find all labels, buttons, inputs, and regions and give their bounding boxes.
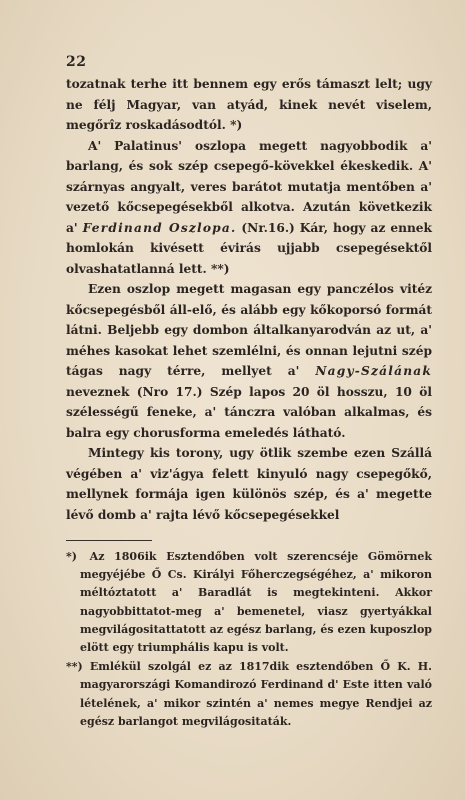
- paragraph-2-text-b: (Nr.16.) Kár, hogy az ennek homlokán kivésett évirás ujjabb csepegésektől olvashatatlanná lett. **): [66, 220, 432, 276]
- footnote-2-text: Emlékül szolgál ez az 1817dik esztendőben Ő K. H. magyarországi Komandirozó Ferdinand d' Este itten való lételének, a' mikor szintén a' nemes megye Rendjei az egész barlangot megvilágositaták.: [80, 660, 432, 728]
- paragraph-3-text-b: neveznek (Nro 17.) Szép lapos 20 öl hosszu, 10 öl szélességű feneke, a' tánczra valóban alkalmas, és balra egy chorusforma emeledés látható.: [66, 384, 432, 440]
- paragraph-1: tozatnak terhe itt bennem egy erős támaszt lelt; ugy ne félj Magyar, van atyád, kinek nevét viselem, megőrîz roskadásodtól. *): [66, 77, 432, 132]
- footnote-1-text: Az 1806ik Esztendőben volt szerencséje Gömörnek megyéjébe Ő Cs. Királyi Főherczegségéhez, a' mikoron méltóztatott a' Baradlát is megtekinteni. Akkor nagyobbittatot-meg a' bemenetel, viasz gyertyákkal megvilágositattatott az egész barlang, és ezen kuposzlop elött egy triumphális kapu is volt.: [80, 550, 432, 655]
- footnote-2: [66, 658, 432, 731]
- body-text: [66, 74, 432, 525]
- footnote-1: [66, 548, 432, 657]
- ferdinand-oszlopa-title: Ferdinand Oszlopa.: [82, 220, 237, 235]
- footnotes: [66, 548, 432, 732]
- footnote-divider: [66, 540, 152, 541]
- footnote-2-mark: **): [66, 660, 83, 674]
- nagy-szala-title: Nagy-Szálának: [315, 364, 432, 378]
- paragraph-4: Mintegy kis torony, ugy ötlik szembe ezen Szállá végében a' viz'ágya felett kinyuló nagy csepegőkő, mellynek formája igen különös szép, és a' megette lévő domb a' rajta lévő kőcsepegésekkel: [66, 446, 432, 522]
- page-number: 22: [66, 54, 87, 70]
- paragraph-3: [66, 279, 432, 443]
- footnote-1-mark: *): [66, 550, 77, 563]
- paragraph-3-text-a: Ezen oszlop megett magasan egy panczélos vitéz kőcsepegésből áll-elő, és alább egy kőkoporsó formát látni. Beljebb egy dombon általkanyarodván az ut, a' méhes kasokat lehet szemlélni, és onnan lejutni szép tágas nagy térre, mellyet a': [66, 282, 432, 378]
- paragraph-2: [66, 136, 432, 280]
- paragraph-2-text-a: A' Palatinus' oszlopa megett nagyobbodik a' barlang, és sok szép csepegő-kövekkel ékeskedik. A' szárnyas angyalt, veres barátot mutatja mentőben a' vezető kőcsepegésekből alkotva. Azután következik a': [66, 138, 432, 235]
